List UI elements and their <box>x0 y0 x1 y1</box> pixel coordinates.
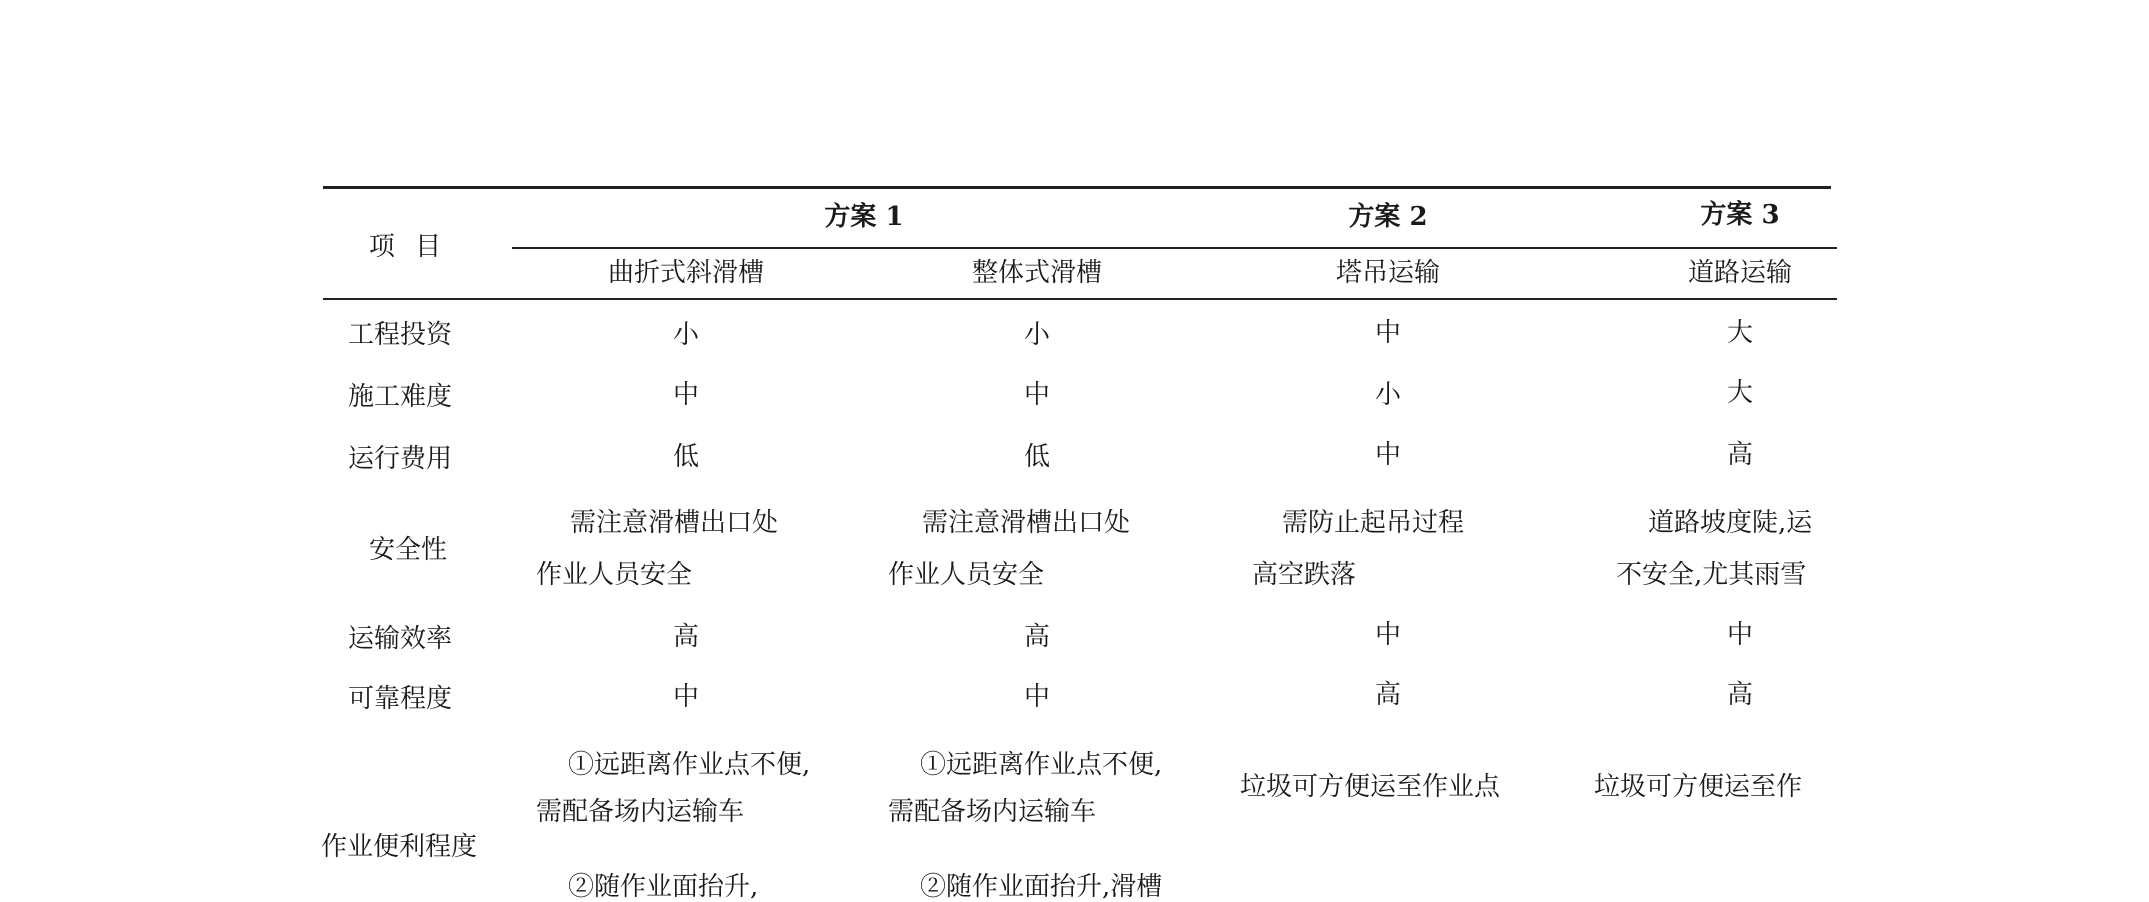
group-header-rule <box>512 247 1837 249</box>
table-cell: 高 <box>1023 622 1051 652</box>
table-cell-line: 垃圾可方便运至作 <box>1594 772 1803 802</box>
table-cell: 中 <box>1726 620 1754 650</box>
table-cell-line: ②随作业面抬升,滑槽 <box>920 872 1163 902</box>
table-cell: 高 <box>1374 680 1402 710</box>
table-cell-line: 垃圾可方便运至作业点 <box>1240 772 1501 802</box>
table-cell: 低 <box>672 442 700 472</box>
table-cell-line: 需注意滑槽出口处 <box>922 508 1131 538</box>
group-header-1: 方案 1 <box>824 202 904 232</box>
group-header-3: 方案 3 <box>1700 200 1780 230</box>
table-cell: 中 <box>1374 620 1402 650</box>
table-cell-line: ②随作业面抬升, <box>568 872 759 902</box>
subheader-2: 整体式滑槽 <box>971 258 1103 288</box>
subheader-1: 曲折式斜滑槽 <box>607 258 765 288</box>
table-cell-line: 需配备场内运输车 <box>888 797 1097 827</box>
table-top-rule <box>323 186 1831 189</box>
table-cell: 大 <box>1726 378 1754 408</box>
table-cell-line: ①远距离作业点不便, <box>920 750 1163 780</box>
table-cell: 小 <box>1374 380 1402 410</box>
table-cell: 低 <box>1023 442 1051 472</box>
table-cell-line: 作业人员安全 <box>536 560 693 590</box>
table-cell: 高 <box>672 622 700 652</box>
row-label: 施工难度 <box>347 382 453 412</box>
subheader-3: 塔吊运输 <box>1335 258 1441 288</box>
table-cell-line: 需配备场内运输车 <box>536 797 745 827</box>
table-cell-line: 需注意滑槽出口处 <box>570 508 779 538</box>
table-cell: 大 <box>1726 318 1754 348</box>
table-cell-line: 高空跌落 <box>1252 560 1357 590</box>
table-cell: 中 <box>1023 682 1051 712</box>
table-cell: 中 <box>1374 318 1402 348</box>
table-cell: 高 <box>1726 680 1754 710</box>
table-cell: 中 <box>672 380 700 410</box>
group-header-2: 方案 2 <box>1348 202 1428 232</box>
table-cell-line: 道路坡度陡,运 <box>1648 508 1813 538</box>
header-bottom-rule <box>323 298 1837 300</box>
row-label: 运输效率 <box>347 624 453 654</box>
table-cell: 中 <box>1023 380 1051 410</box>
table-cell-line: 需防止起吊过程 <box>1282 508 1465 538</box>
table-cell: 小 <box>1023 320 1051 350</box>
row-label: 作业便利程度 <box>321 832 478 862</box>
row-label: 安全性 <box>368 535 448 565</box>
table-cell: 中 <box>1374 440 1402 470</box>
subheader-4: 道路运输 <box>1687 258 1793 288</box>
table-cell: 高 <box>1726 440 1754 470</box>
table-cell-line: ①远距离作业点不便, <box>568 750 811 780</box>
row-label: 可靠程度 <box>347 684 453 714</box>
table-cell: 中 <box>672 682 700 712</box>
table-cell: 小 <box>672 320 700 350</box>
corner-header: 项 目 <box>368 232 448 262</box>
table-cell-line: 不安全,尤其雨雪 <box>1616 560 1807 590</box>
row-label: 运行费用 <box>347 444 453 474</box>
table-cell-line: 作业人员安全 <box>888 560 1045 590</box>
row-label: 工程投资 <box>347 320 453 350</box>
